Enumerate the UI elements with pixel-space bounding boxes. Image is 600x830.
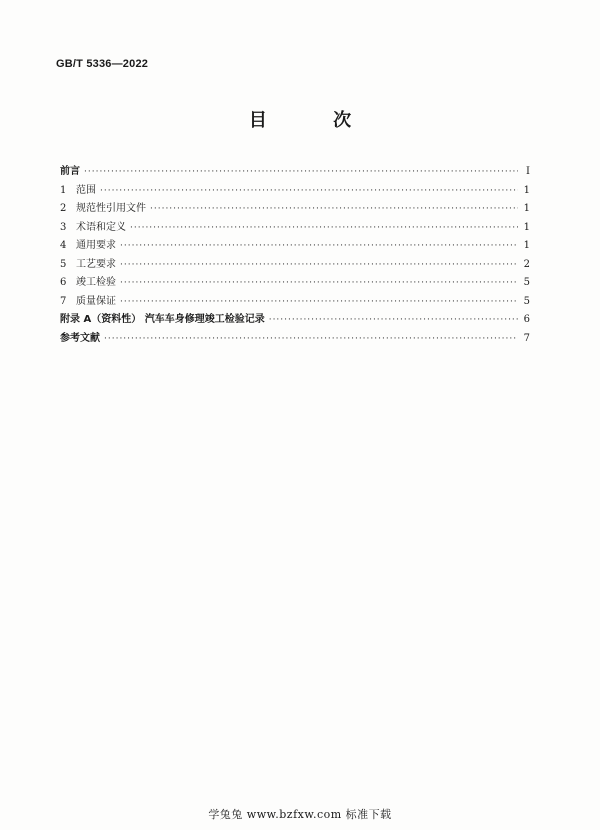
toc-entry-label: 术语和定义 xyxy=(76,221,126,233)
toc-entry-page: 1 xyxy=(523,240,530,251)
table-of-contents xyxy=(60,162,530,347)
toc-entry[interactable] xyxy=(60,292,530,311)
toc-entry-label: 范围 xyxy=(76,184,96,196)
toc-entry-page: Ⅰ xyxy=(526,166,530,177)
toc-entry-number: 1 xyxy=(60,184,67,196)
toc-entry[interactable] xyxy=(60,310,530,329)
toc-entry-number: 3 xyxy=(60,221,67,233)
toc-entry[interactable] xyxy=(60,162,530,181)
toc-dot-leader xyxy=(100,186,518,196)
toc-dot-leader xyxy=(120,241,518,251)
toc-entry[interactable] xyxy=(60,199,530,218)
toc-entry-page: 1 xyxy=(523,184,530,196)
toc-dot-leader xyxy=(120,297,518,307)
toc-entry[interactable] xyxy=(60,236,530,255)
toc-entry[interactable] xyxy=(60,273,530,292)
toc-entry-label: 前言 xyxy=(60,166,80,177)
toc-title: 目 次 xyxy=(248,110,382,131)
toc-entry[interactable] xyxy=(60,218,530,237)
toc-entry-page: 6 xyxy=(523,314,530,325)
toc-entry-label: 工艺要求 xyxy=(76,258,116,270)
toc-dot-leader xyxy=(120,278,518,288)
toc-entry-page: 1 xyxy=(523,221,530,233)
toc-entry[interactable] xyxy=(60,181,530,200)
toc-entry-number: 6 xyxy=(60,277,67,288)
toc-entry[interactable] xyxy=(60,329,530,348)
toc-dot-leader xyxy=(104,334,518,344)
toc-entry-label: 质量保证 xyxy=(76,295,116,307)
toc-entry-number: 7 xyxy=(60,295,67,307)
toc-entry-label: 通用要求 xyxy=(76,240,116,251)
toc-entry-label: 参考文献 xyxy=(60,332,100,344)
toc-dot-leader xyxy=(269,315,518,325)
toc-entry-page: 5 xyxy=(523,277,530,288)
footer-watermark: 学兔兔 www.bzfxw.com 标准下载 xyxy=(208,808,392,821)
toc-dot-leader xyxy=(150,204,518,214)
toc-entry-page: 7 xyxy=(523,332,530,344)
toc-entry-label: 竣工检验 xyxy=(76,277,116,288)
toc-entry-page: 1 xyxy=(523,203,530,214)
toc-dot-leader xyxy=(120,260,518,270)
toc-entry-page: 5 xyxy=(523,295,530,307)
toc-entry-number: 2 xyxy=(60,203,67,214)
toc-entry-number: 5 xyxy=(60,258,67,270)
toc-dot-leader xyxy=(130,223,518,233)
toc-entry[interactable] xyxy=(60,255,530,274)
toc-entry-label: 规范性引用文件 xyxy=(76,203,146,214)
toc-entry-label: 附录 A（资料性） 汽车车身修理竣工检验记录 xyxy=(60,314,265,325)
toc-entry-number: 4 xyxy=(60,240,67,251)
toc-dot-leader xyxy=(84,167,518,177)
toc-entry-page: 2 xyxy=(523,258,530,270)
standard-code: GB/T 5336—2022 xyxy=(56,58,149,70)
